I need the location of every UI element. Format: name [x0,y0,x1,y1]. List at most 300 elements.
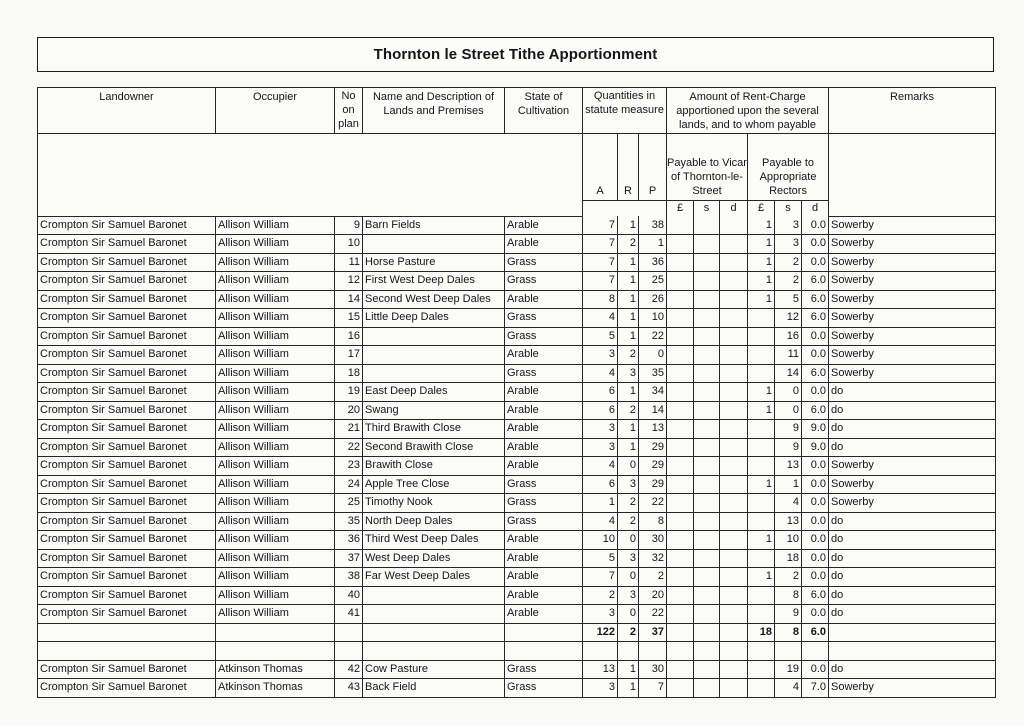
total-rectors-pounds-cell: 18 [748,623,775,642]
vicar-pence-cell [720,605,748,624]
vicar-pounds-cell [667,586,694,605]
roods-cell: 1 [618,253,639,272]
landowner-header-label: Landowner [99,91,154,103]
rectors-pence-cell: 6.0 [802,290,829,309]
acres-cell: 2 [583,586,618,605]
remarks-cell: do [829,605,996,624]
rectors-header-label-line: Rectors [769,185,807,197]
table-row [38,272,996,291]
land-name-cell: Second West Deep Dales [363,290,505,309]
rectors-pence-cell: 6.0 [802,272,829,291]
quantities-header [583,88,667,134]
perches-cell: 30 [639,531,667,550]
roods-cell: 1 [618,327,639,346]
rectors-pence-cell: 0.0 [802,568,829,587]
landowner-cell: Crompton Sir Samuel Baronet [38,383,216,402]
plan-number-cell: 11 [335,253,363,272]
roods-cell: 1 [618,383,639,402]
plan-number-cell: 38 [335,568,363,587]
acres-cell: 7 [583,235,618,254]
roods-cell: 0 [618,568,639,587]
blank-cell [720,642,748,661]
plan-number-cell: 12 [335,272,363,291]
landowner-header [38,88,216,134]
perches-cell: 20 [639,586,667,605]
occupier-header [216,88,335,134]
total-vicar-pence-cell [720,623,748,642]
remarks-cell: do [829,660,996,679]
rectors-pounds-header: £ [748,201,775,217]
no-on-plan-label-line: No [341,90,356,102]
blank-cell [802,642,829,661]
cultivation-cell: Grass [505,309,583,328]
plan-number-cell: 43 [335,679,363,698]
land-name-cell: Apple Tree Close [363,475,505,494]
totals-blank-cell [363,623,505,642]
perches-cell: 8 [639,512,667,531]
rectors-pounds-cell [748,512,775,531]
rectors-shillings-cell: 14 [775,364,802,383]
occupier-cell: Allison William [216,531,335,550]
cultivation-cell: Arable [505,401,583,420]
roods-cell: 2 [618,494,639,513]
blank-cell [829,642,996,661]
land-name-cell: First West Deep Dales [363,272,505,291]
rectors-pence-cell: 6.0 [802,586,829,605]
blank-cell [216,642,335,661]
acres-cell: 5 [583,549,618,568]
occupier-cell: Allison William [216,438,335,457]
acres-cell: 7 [583,272,618,291]
acres-cell: 7 [583,216,618,235]
table-row [38,216,996,235]
payable-to-rectors-header [748,134,829,201]
rectors-shillings-cell: 1 [775,475,802,494]
vicar-pence-cell [720,457,748,476]
perches-cell: 25 [639,272,667,291]
occupier-cell: Allison William [216,216,335,235]
cultivation-cell: Arable [505,605,583,624]
rent-charge-header-label-line: Amount of Rent-Charge [689,91,806,103]
occupier-cell: Allison William [216,549,335,568]
vicar-pounds-cell [667,568,694,587]
rectors-pence-cell: 9.0 [802,420,829,439]
blank-cell [363,642,505,661]
acres-cell: 3 [583,420,618,439]
landowner-cell: Crompton Sir Samuel Baronet [38,438,216,457]
perches-cell: 13 [639,420,667,439]
cultivation-cell: Arable [505,457,583,476]
roods-cell: 1 [618,272,639,291]
acres-cell: 13 [583,660,618,679]
table-row [38,549,996,568]
perches-cell: 22 [639,605,667,624]
perches-cell: 30 [639,660,667,679]
cultivation-cell: Arable [505,568,583,587]
vicar-pounds-cell [667,494,694,513]
rectors-pence-cell: 0.0 [802,327,829,346]
rectors-shillings-cell: 4 [775,494,802,513]
plan-number-cell: 18 [335,364,363,383]
vicar-shillings-cell [694,401,720,420]
rectors-pounds-cell [748,309,775,328]
vicar-pence-cell [720,253,748,272]
vicar-pounds-cell [667,401,694,420]
landowner-cell: Crompton Sir Samuel Baronet [38,364,216,383]
acres-cell: 3 [583,679,618,698]
total-vicar-shillings-cell [694,623,720,642]
rectors-shillings-cell: 3 [775,235,802,254]
perches-cell: 32 [639,549,667,568]
vicar-pence-cell [720,235,748,254]
rectors-pence-cell: 0.0 [802,494,829,513]
roods-cell: 3 [618,475,639,494]
rectors-shillings-cell: 0 [775,383,802,402]
table-row [38,235,996,254]
rectors-pence-cell: 0.0 [802,216,829,235]
plan-number-cell: 37 [335,549,363,568]
plan-number-cell: 10 [335,235,363,254]
rectors-shillings-cell: 11 [775,346,802,365]
totals-blank-cell [829,623,996,642]
rectors-pounds-cell [748,586,775,605]
landowner-cell: Crompton Sir Samuel Baronet [38,494,216,513]
acres-cell: 4 [583,364,618,383]
vicar-shillings-cell [694,216,720,235]
cultivation-cell: Arable [505,586,583,605]
vicar-shillings-cell [694,605,720,624]
landowner-cell: Crompton Sir Samuel Baronet [38,235,216,254]
occupier-cell: Allison William [216,235,335,254]
rectors-pence-cell: 6.0 [802,309,829,328]
roods-cell: 1 [618,420,639,439]
occupier-cell: Allison William [216,420,335,439]
landowner-cell: Crompton Sir Samuel Baronet [38,457,216,476]
cultivation-cell: Grass [505,475,583,494]
perches-cell: 14 [639,401,667,420]
land-name-cell: Back Field [363,679,505,698]
rectors-pounds-cell: 1 [748,272,775,291]
remarks-cell: do [829,512,996,531]
vicar-pence-cell [720,216,748,235]
blank-cell [694,642,720,661]
roods-cell: 3 [618,364,639,383]
rectors-shillings-cell: 18 [775,549,802,568]
table-row [38,660,996,679]
acres-cell: 3 [583,438,618,457]
rectors-shillings-cell: 13 [775,512,802,531]
vicar-shillings-cell [694,272,720,291]
perches-cell: 34 [639,383,667,402]
roods-cell: 2 [618,401,639,420]
acres-cell: 4 [583,309,618,328]
vicar-shillings-cell [694,253,720,272]
landowner-cell: Crompton Sir Samuel Baronet [38,290,216,309]
rectors-pounds-cell [748,549,775,568]
vicar-pence-cell [720,494,748,513]
remarks-cell: Sowerby [829,364,996,383]
table-row [38,327,996,346]
vicar-pounds-cell [667,679,694,698]
acres-cell: 4 [583,512,618,531]
land-name-cell: Far West Deep Dales [363,568,505,587]
rectors-pounds-cell: 1 [748,568,775,587]
quantities-currency-blank [583,201,667,217]
rectors-pence-cell: 0.0 [802,346,829,365]
vicar-pence-cell [720,327,748,346]
vicar-pence-cell [720,401,748,420]
occupier-cell: Allison William [216,346,335,365]
vicar-pence-cell [720,660,748,679]
vicar-shillings-cell [694,438,720,457]
vicar-pence-cell [720,272,748,291]
remarks-cell: Sowerby [829,457,996,476]
remarks-cell: Sowerby [829,679,996,698]
vicar-pounds-cell [667,420,694,439]
landowner-cell: Crompton Sir Samuel Baronet [38,216,216,235]
cultivation-cell: Grass [505,272,583,291]
page-title: Thornton le Street Tithe Apportionment [373,46,658,63]
vicar-pounds-cell [667,290,694,309]
remarks-header [829,88,996,134]
vicar-shillings-cell [694,586,720,605]
plan-number-cell: 36 [335,531,363,550]
rectors-pence-cell: 6.0 [802,401,829,420]
roods-cell: 2 [618,235,639,254]
rectors-header-label-line: Appropriate [759,171,817,183]
landowner-cell: Crompton Sir Samuel Baronet [38,401,216,420]
acres-cell: 1 [583,494,618,513]
vicar-pence-cell [720,475,748,494]
remarks-cell: Sowerby [829,290,996,309]
cultivation-cell: Arable [505,531,583,550]
table-row [38,420,996,439]
payable-to-vicar-header [667,134,748,201]
rectors-header-label-line: Payable to [762,157,814,169]
vicar-pounds-cell [667,346,694,365]
table-header [38,88,996,217]
total-rectors-pence-cell: 6.0 [802,623,829,642]
rectors-pence-cell: 0.0 [802,235,829,254]
landowner-cell: Crompton Sir Samuel Baronet [38,327,216,346]
remarks-cell: Sowerby [829,216,996,235]
rectors-pounds-cell: 1 [748,253,775,272]
roods-cell: 1 [618,290,639,309]
roods-cell: 2 [618,512,639,531]
table-row [38,568,996,587]
vicar-shillings-cell [694,346,720,365]
roods-cell: 3 [618,586,639,605]
cultivation-cell: Grass [505,364,583,383]
plan-number-cell: 24 [335,475,363,494]
vicar-pounds-cell [667,531,694,550]
perches-cell: 26 [639,290,667,309]
cultivation-cell: Grass [505,512,583,531]
acres-cell: 10 [583,531,618,550]
blank-cell [748,642,775,661]
acres-cell: 4 [583,457,618,476]
plan-number-cell: 21 [335,420,363,439]
plan-number-cell: 40 [335,586,363,605]
rectors-shillings-cell: 2 [775,568,802,587]
rectors-pounds-cell [748,494,775,513]
vicar-shillings-cell [694,679,720,698]
name-header-label-line: Name and Description of [372,91,495,103]
vicar-shillings-header: s [694,201,720,217]
perches-cell: 22 [639,494,667,513]
blank-cell [639,642,667,661]
vicar-pence-cell [720,549,748,568]
plan-number-cell: 17 [335,346,363,365]
remarks-cell: Sowerby [829,327,996,346]
acres-cell: 6 [583,401,618,420]
occupier-cell: Atkinson Thomas [216,660,335,679]
remarks-cell: Sowerby [829,346,996,365]
header-row-main [38,88,996,134]
state-of-cultivation-header [505,88,583,134]
rectors-pounds-cell [748,457,775,476]
rectors-pounds-cell [748,420,775,439]
vicar-pence-cell [720,309,748,328]
vicar-pounds-cell [667,475,694,494]
rectors-shillings-cell: 9 [775,605,802,624]
remarks-cell: do [829,401,996,420]
land-name-cell [363,327,505,346]
rectors-shillings-cell: 10 [775,531,802,550]
cultivation-cell: Grass [505,327,583,346]
cultivation-cell: Grass [505,679,583,698]
land-name-cell: North Deep Dales [363,512,505,531]
occupier-cell: Allison William [216,290,335,309]
land-name-cell [363,364,505,383]
rectors-pence-cell: 0.0 [802,457,829,476]
perches-cell: 36 [639,253,667,272]
vicar-header-label-line: Payable to Vicar [667,157,747,169]
table-row [38,494,996,513]
name-description-header [363,88,505,134]
rectors-shillings-cell: 13 [775,457,802,476]
table-row [38,512,996,531]
perches-cell: 38 [639,216,667,235]
perches-cell: 29 [639,457,667,476]
occupier-cell: Allison William [216,494,335,513]
land-name-cell: Horse Pasture [363,253,505,272]
land-name-cell: Timothy Nook [363,494,505,513]
rectors-pounds-cell [748,660,775,679]
vicar-pounds-header: £ [667,201,694,217]
cultivation-cell: Arable [505,383,583,402]
occupier-cell: Allison William [216,401,335,420]
vicar-pounds-cell [667,383,694,402]
occupier-cell: Allison William [216,512,335,531]
roods-cell: 3 [618,549,639,568]
vicar-pence-cell [720,383,748,402]
table-row [38,605,996,624]
total-roods-cell: 2 [618,623,639,642]
plan-number-cell: 20 [335,401,363,420]
cultivation-cell: Grass [505,660,583,679]
occupier-cell: Allison William [216,457,335,476]
vicar-pounds-cell [667,364,694,383]
remarks-cell: do [829,586,996,605]
landowner-cell: Crompton Sir Samuel Baronet [38,549,216,568]
vicar-header-label-line: of Thornton-le- [671,171,743,183]
occupier-cell: Allison William [216,309,335,328]
table-row [38,364,996,383]
roods-cell: 1 [618,216,639,235]
rectors-shillings-cell: 8 [775,586,802,605]
perches-cell: 1 [639,235,667,254]
roods-cell: 1 [618,438,639,457]
perches-cell: 7 [639,679,667,698]
plan-number-cell: 41 [335,605,363,624]
blank-cell [667,642,694,661]
table-row [38,383,996,402]
cultivation-cell: Arable [505,549,583,568]
roods-cell: 2 [618,346,639,365]
occupier-cell: Allison William [216,327,335,346]
vicar-pence-cell [720,364,748,383]
totals-blank-cell [505,623,583,642]
total-vicar-pounds-cell [667,623,694,642]
table-row [38,309,996,328]
plan-number-cell: 16 [335,327,363,346]
cultivation-cell: Arable [505,216,583,235]
land-name-cell: Cow Pasture [363,660,505,679]
acres-header: A [583,134,618,201]
remarks-cell: Sowerby [829,309,996,328]
rectors-pence-cell: 0.0 [802,512,829,531]
perches-cell: 35 [639,364,667,383]
table-row [38,346,996,365]
landowner-cell: Crompton Sir Samuel Baronet [38,605,216,624]
rectors-pence-cell: 6.0 [802,364,829,383]
rent-charge-header-label-line: apportioned upon the several [676,105,819,117]
remarks-cell: Sowerby [829,475,996,494]
rectors-pounds-cell [748,438,775,457]
blank-row [38,642,996,661]
vicar-pounds-cell [667,549,694,568]
rectors-pounds-cell [748,346,775,365]
header-row-sub [38,134,996,201]
rent-charge-header [667,88,829,134]
landowner-cell: Crompton Sir Samuel Baronet [38,309,216,328]
remarks-cell: Sowerby [829,235,996,254]
acres-cell: 3 [583,605,618,624]
roods-header: R [618,134,639,201]
roods-cell: 0 [618,605,639,624]
table-row [38,457,996,476]
rectors-pence-cell: 0.0 [802,660,829,679]
vicar-pounds-cell [667,327,694,346]
cultivation-cell: Arable [505,346,583,365]
landowner-cell: Crompton Sir Samuel Baronet [38,253,216,272]
vicar-shillings-cell [694,475,720,494]
vicar-pence-cell [720,679,748,698]
landowner-cell: Crompton Sir Samuel Baronet [38,420,216,439]
occupier-cell: Atkinson Thomas [216,679,335,698]
no-on-plan-header [335,88,363,134]
cultivation-cell: Arable [505,290,583,309]
totals-blank-cell [216,623,335,642]
remarks-cell: do [829,383,996,402]
vicar-pounds-cell [667,309,694,328]
cultivation-cell: Arable [505,420,583,439]
vicar-pence-cell [720,531,748,550]
landowner-cell: Crompton Sir Samuel Baronet [38,512,216,531]
roods-cell: 1 [618,309,639,328]
occupier-cell: Allison William [216,364,335,383]
